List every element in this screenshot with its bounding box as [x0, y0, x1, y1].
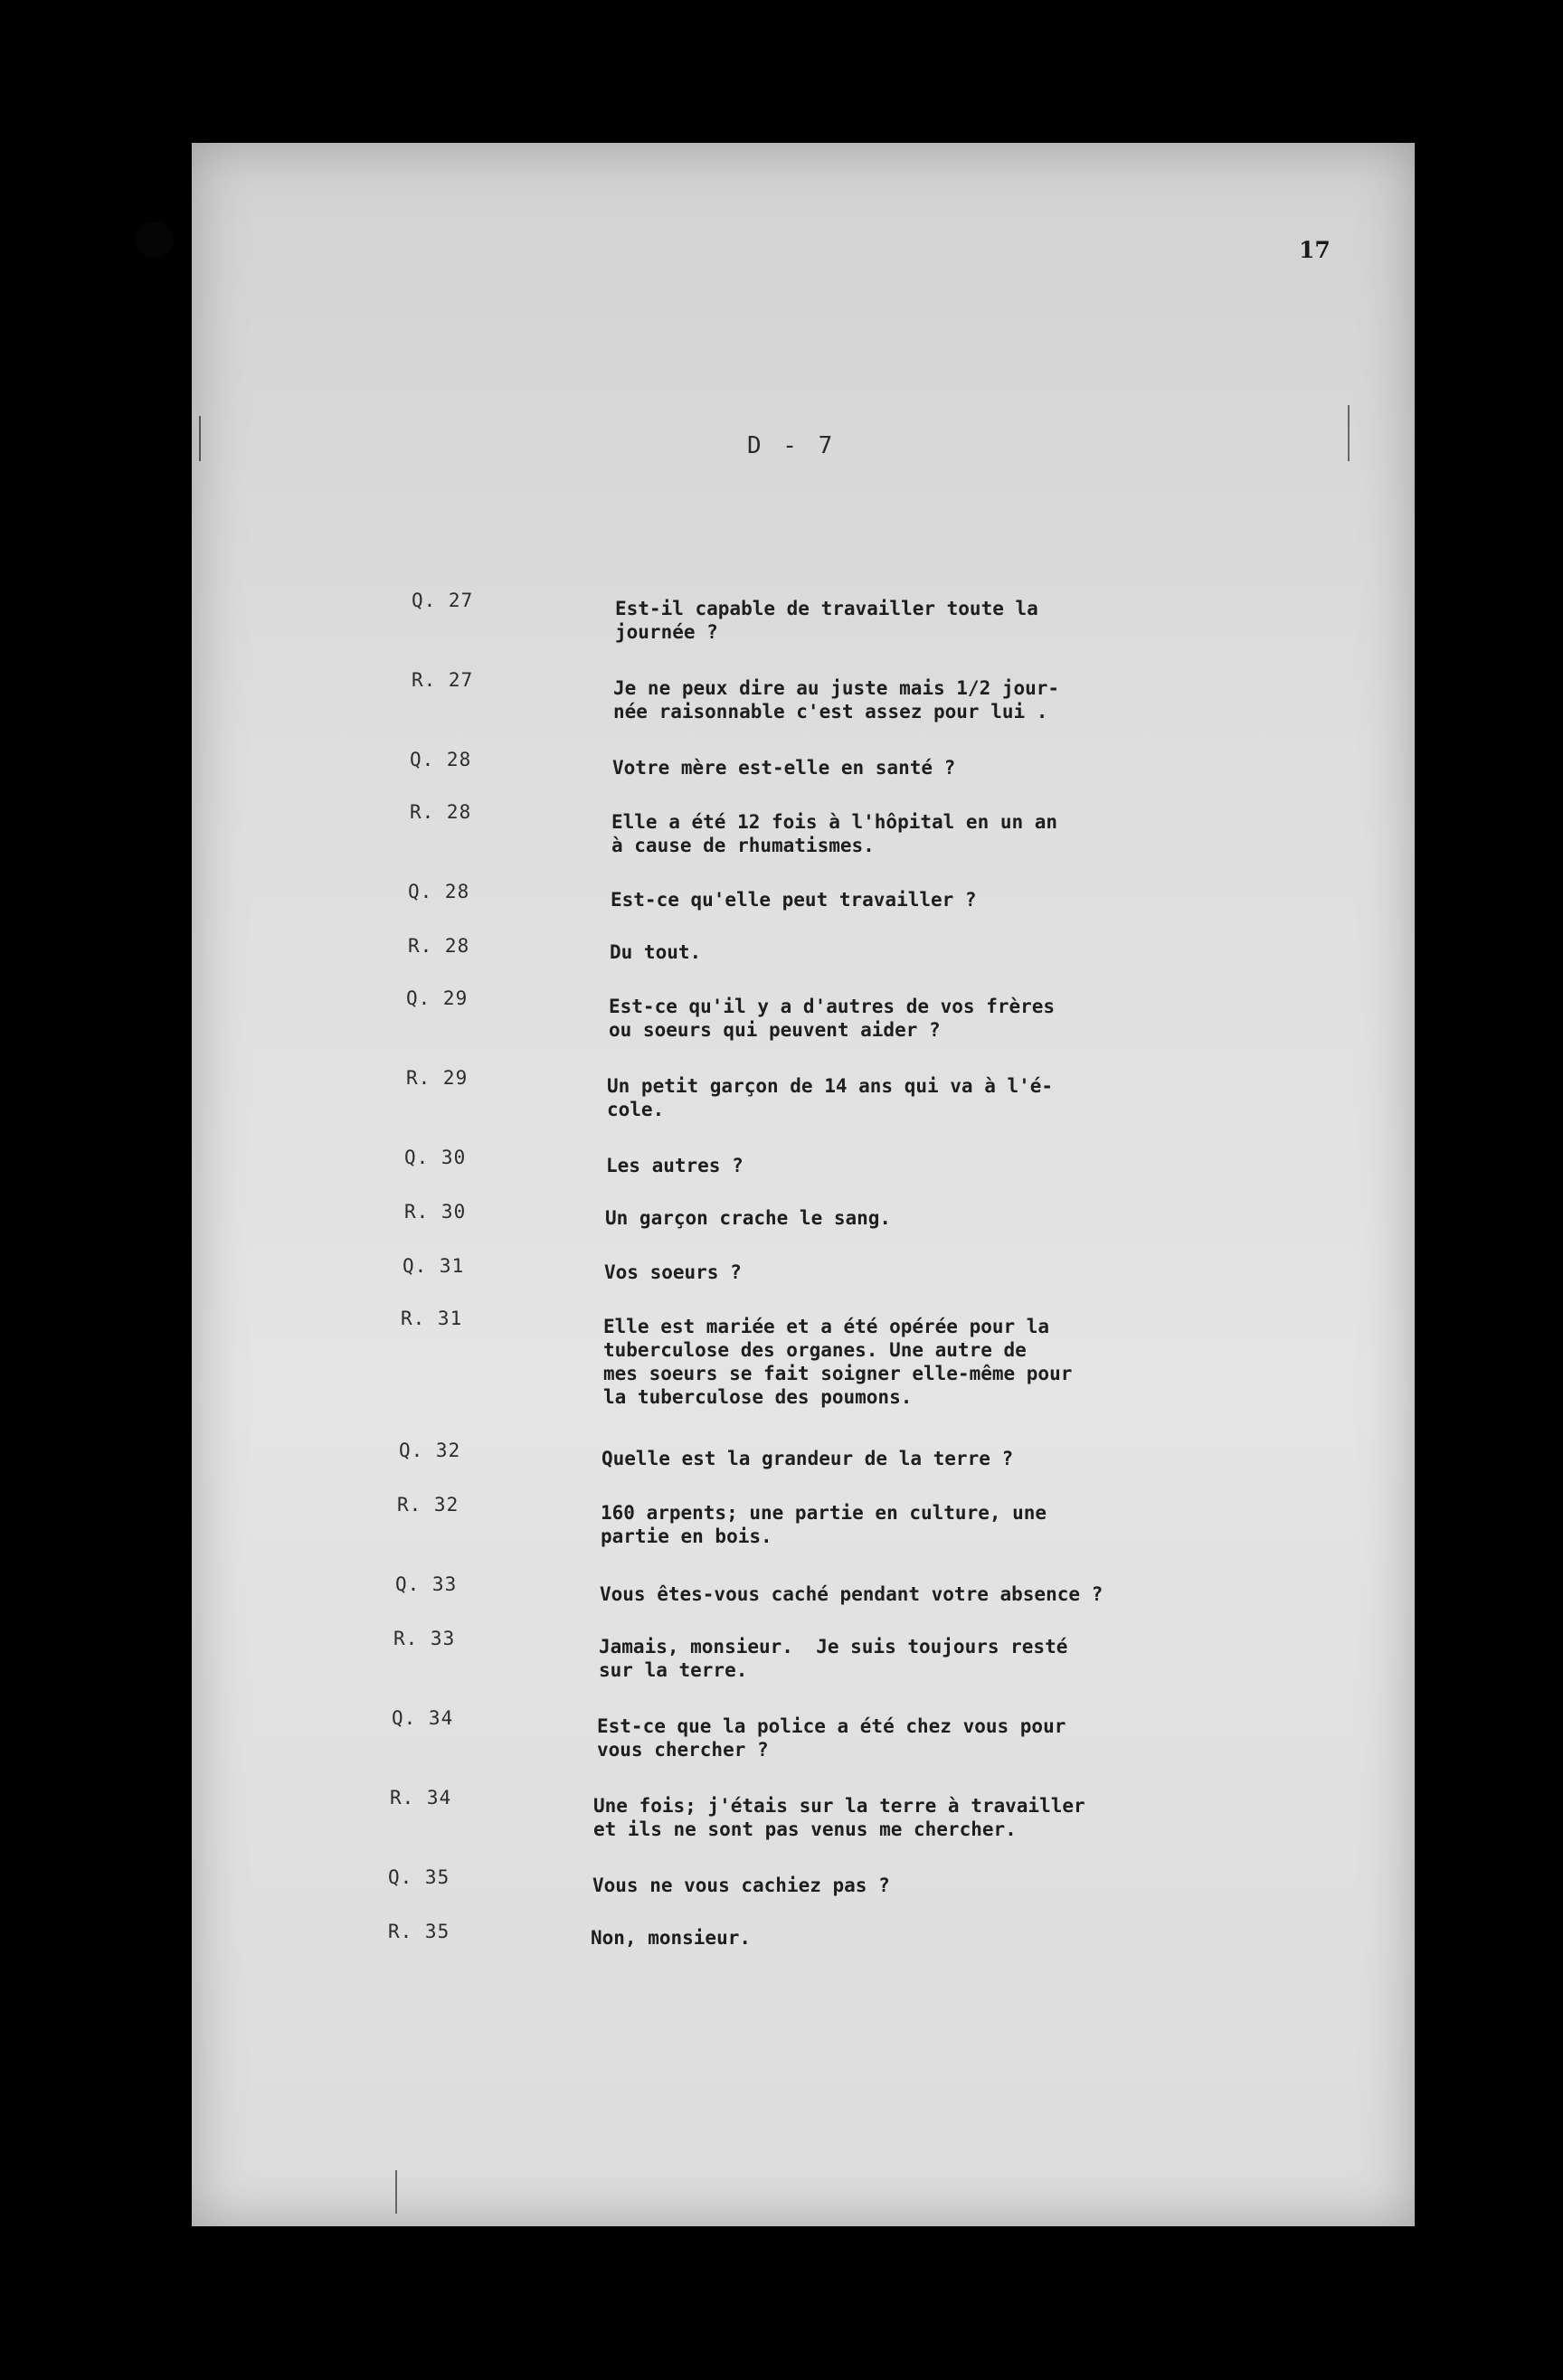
entry-label: R. 29	[406, 1067, 469, 1089]
entry-label: R. 28	[410, 801, 472, 823]
scan-mark-right	[1348, 405, 1350, 461]
entry-label: Q. 30	[404, 1147, 467, 1168]
entry-text: Elle est mariée et a été opérée pour la tuberculose des organes. Une autre de mes soeurs se fait soigner elle-même pour la tuberculose des poumons.	[603, 1316, 1073, 1408]
entry-text: Du tout.	[610, 941, 702, 963]
entry-text: Non, monsieur.	[591, 1927, 752, 1949]
entry-text: Elle a été 12 fois à l'hôpital en un an à cause de rhumatismes.	[611, 811, 1058, 856]
entry-label: Q. 32	[399, 1440, 461, 1461]
page-number: 17	[1299, 237, 1331, 263]
entry-text: Une fois; j'étais sur la terre à travailler et ils ne sont pas venus me chercher.	[593, 1795, 1085, 1840]
entry-label: Q. 27	[412, 590, 474, 611]
entry-label: Q. 29	[406, 987, 469, 1009]
entry-text: Vos soeurs ?	[604, 1261, 742, 1283]
punch-hole	[136, 222, 174, 258]
entry-label: R. 27	[412, 669, 474, 691]
entry-label: Q. 28	[410, 749, 472, 770]
document-title: D - 7	[747, 432, 837, 459]
entry-label: Q. 28	[408, 881, 470, 902]
entry-label: Q. 35	[388, 1866, 450, 1888]
entry-text: Jamais, monsieur. Je suis toujours resté sur la terre.	[599, 1636, 1068, 1681]
scan-mark-left	[199, 416, 201, 461]
entry-text: Est-il capable de travailler toute la journée ?	[615, 598, 1038, 643]
entry-text: Est-ce qu'il y a d'autres de vos frères ou soeurs qui peuvent aider ?	[609, 996, 1056, 1041]
entry-label: R. 34	[390, 1787, 452, 1809]
entry-text: 160 arpents; une partie en culture, une partie en bois.	[601, 1502, 1047, 1547]
entry-text: Vous êtes-vous caché pendant votre absence ?	[600, 1583, 1104, 1605]
entry-text: Quelle est la grandeur de la terre ?	[602, 1448, 1014, 1469]
entry-label: Q. 34	[392, 1707, 454, 1729]
entry-text: Un petit garçon de 14 ans qui va à l'é- cole.	[607, 1075, 1054, 1120]
entry-text: Je ne peux dire au juste mais 1/2 jour- née raisonnable c'est assez pour lui .	[613, 677, 1060, 722]
entry-text: Les autres ?	[606, 1155, 744, 1176]
entry-label: Q. 31	[403, 1255, 465, 1277]
entry-label: R. 33	[393, 1628, 456, 1649]
entry-text: Un garçon crache le sang.	[605, 1207, 892, 1229]
entry-label: R. 35	[388, 1921, 450, 1942]
scan-mark-bottom	[395, 2170, 397, 2214]
entry-text: Est-ce que la police a été chez vous pour vous chercher ?	[597, 1715, 1066, 1761]
entry-label: R. 31	[401, 1308, 463, 1329]
entry-label: R. 30	[404, 1201, 467, 1223]
entry-text: Vous ne vous cachiez pas ?	[592, 1875, 890, 1896]
entry-text: Votre mère est-elle en santé ?	[612, 757, 956, 779]
entry-label: Q. 33	[395, 1573, 458, 1595]
entry-label: R. 28	[408, 935, 470, 957]
entry-text: Est-ce qu'elle peut travailler ?	[611, 889, 977, 911]
entry-label: R. 32	[397, 1494, 459, 1516]
